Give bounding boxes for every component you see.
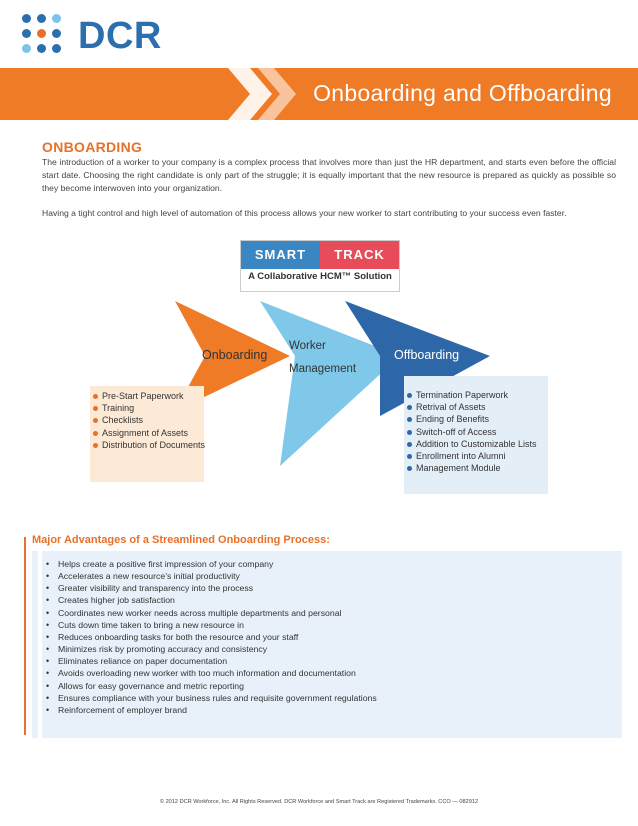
onboarding-items-box	[90, 386, 204, 482]
list-item: • Avoids overloading new worker with too much information and documentation	[46, 667, 377, 679]
advantages-heading: Major Advantages of a Streamlined Onboarding Process:	[32, 534, 330, 546]
list-item: Retrival of Assets	[406, 401, 548, 413]
list-item: • Reduces onboarding tasks for both the resource and your staff	[46, 631, 377, 643]
list-item: • Coordinates new worker needs across multiple departments and personal	[46, 607, 377, 619]
list-item: Ending of Benefits	[406, 413, 548, 425]
advantages-rule	[24, 537, 26, 735]
list-item: • Helps create a positive first impression of your company	[46, 558, 377, 570]
list-item: Pre-Start Paperwork	[92, 390, 204, 402]
footer-copyright: © 2012 DCR Workforce, Inc. All Rights Reserved. DCR Workforce and Smart Track are Registered Trademarks. CCO — 082912	[159, 799, 479, 805]
list-item: • Minimizes risk by promoting accuracy and consistency	[46, 643, 377, 655]
list-item: Switch-off of Access	[406, 426, 548, 438]
smart-track-logo	[240, 240, 400, 292]
list-item: • Accelerates a new resource’s initial productivity	[46, 570, 377, 582]
list-item: Assignment of Assets	[92, 427, 204, 439]
banner-title: Onboarding and Offboarding	[313, 80, 612, 106]
list-item: Management Module	[406, 462, 548, 474]
onboarding-paragraph-2: Having a tight control and high level of automation of this process allows your new worker to start contributing to your success even faster.	[42, 208, 567, 218]
list-item: • Eliminates reliance on paper documentation	[46, 655, 377, 667]
dcr-logo	[22, 14, 182, 58]
list-item: Distribution of Documents	[92, 439, 204, 451]
advantages-panel-stripe	[38, 551, 42, 738]
list-item: • Creates higher job satisfaction	[46, 594, 377, 606]
stage-offboarding: Offboarding	[394, 348, 460, 362]
list-item: • Greater visibility and transparency into the process	[46, 582, 377, 594]
list-item: • Reinforcement of employer brand	[46, 704, 377, 716]
stage-onboarding: Onboarding	[202, 348, 268, 362]
onboarding-paragraph-1: The introduction of a worker to your company is a complex process that involves more than just the HR department, and starts even before the official start date. Choosing the right candidate is only part of the struggle; it is equally important that the new resource is prepared as quickly as possible so they become interwoven into your organization.	[42, 157, 616, 194]
list-item: Training	[92, 402, 204, 414]
onboarding-heading: ONBOARDING	[42, 139, 143, 155]
list-item: • Ensures compliance with your business rules and requisite government regulations	[46, 692, 377, 704]
logo-text: DCR	[78, 15, 162, 57]
smart-label: SMART	[241, 241, 320, 269]
list-item: Termination Paperwork	[406, 389, 548, 401]
track-label: TRACK	[320, 241, 399, 269]
stage-management: Management	[289, 363, 357, 375]
list-item: Checklists	[92, 414, 204, 426]
offboarding-items-box	[404, 376, 548, 494]
list-item: Enrollment into Alumni	[406, 450, 548, 462]
smart-track-subtitle: A Collaborative HCM™ Solution	[248, 271, 392, 282]
list-item: • Allows for easy governance and metric reporting	[46, 680, 377, 692]
list-item: • Cuts down time taken to bring a new resource in	[46, 619, 377, 631]
list-item: Addition to Customizable Lists	[406, 438, 548, 450]
advantages-list	[46, 558, 377, 716]
stage-worker: Worker	[289, 340, 326, 352]
